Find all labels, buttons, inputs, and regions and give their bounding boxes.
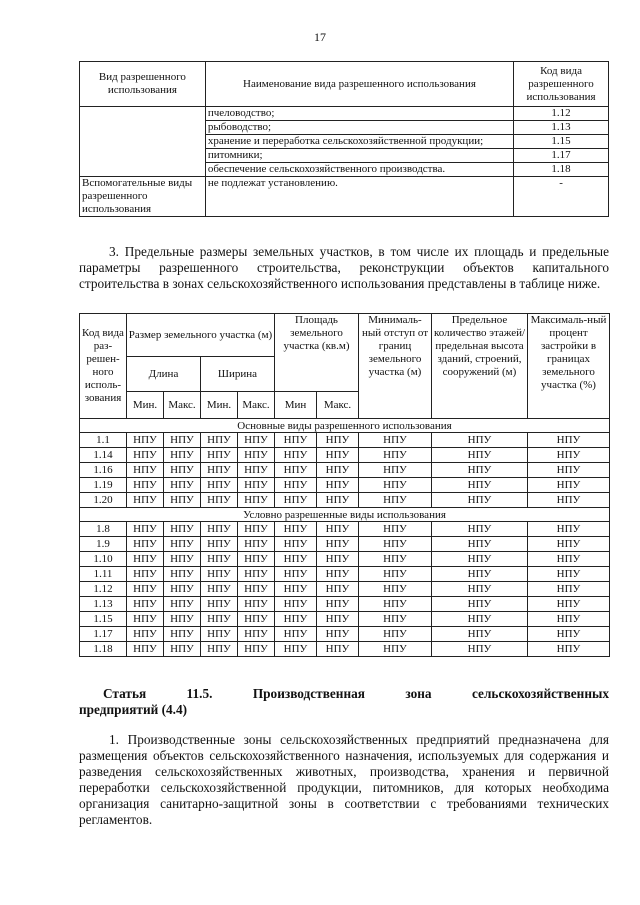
cell-value: НПУ	[359, 567, 432, 582]
cell-value: НПУ	[201, 567, 238, 582]
header-cell: Вид разрешенного использования	[80, 62, 206, 107]
cell-value: НПУ	[275, 627, 317, 642]
cell-value: НПУ	[317, 642, 359, 657]
paragraph-3: 3. Предельные размеры земельных участков, в том числе их площадь и предельные параметры разрешенного строительства, реконструкции объектов капитального строительства в зонах сельскохозяйственного использования представлены в таблице ниже.	[79, 244, 609, 291]
cell-value: НПУ	[432, 448, 528, 463]
cell-value: НПУ	[432, 478, 528, 493]
cell-value: НПУ	[238, 478, 275, 493]
cell-value: НПУ	[275, 433, 317, 448]
header-indent: Минималь-ный отступ от границ земельного участка (м)	[359, 314, 432, 419]
paragraph-1: 1. Производственные зоны сельскохозяйственных предприятий предназначена для размещения объектов сельскохозяйственного назначения, используемых для содержания и разведения сельскохозяйственных животных, производства, хранения и первичной переработки сельскохозяйственной продукции, питомников, для которых необходима организация санитарно-защитной зоны в соответствии с требованиями технических регламентов.	[79, 732, 609, 827]
table-row	[80, 107, 609, 121]
cell-value: НПУ	[528, 552, 610, 567]
header-length: Длина	[127, 357, 201, 392]
header-floors: Предельное количество этажей/ предельная высота зданий, строений, сооружений (м)	[432, 314, 528, 419]
cell-value: НПУ	[317, 627, 359, 642]
use-name-cell: хранение и переработка сельскохозяйственной продукции;	[205, 135, 513, 149]
cell-value: НПУ	[164, 582, 201, 597]
cell-value: НПУ	[201, 597, 238, 612]
article-title-part: зона	[405, 686, 432, 701]
parameters-table	[79, 313, 610, 657]
use-name-cell: не подлежат установлению.	[205, 177, 513, 217]
cell-value: НПУ	[432, 567, 528, 582]
cell-value: НПУ	[528, 627, 610, 642]
cell-value: НПУ	[201, 478, 238, 493]
cell-value: НПУ	[317, 582, 359, 597]
cell-value: НПУ	[238, 433, 275, 448]
article-title-part: Статья 11.5.	[103, 686, 213, 701]
cell-value: НПУ	[528, 433, 610, 448]
cell-value: НПУ	[359, 552, 432, 567]
header-min: Мин.	[201, 392, 238, 419]
cell-value: НПУ	[317, 448, 359, 463]
table-row	[80, 177, 609, 217]
table-row	[80, 493, 610, 508]
cell-value: НПУ	[528, 493, 610, 508]
cell-value: НПУ	[317, 433, 359, 448]
use-type-cell: Вспомогательные виды разрешенного использования	[80, 177, 206, 217]
cell-value: НПУ	[275, 612, 317, 627]
cell-value: НПУ	[201, 493, 238, 508]
cell-value: НПУ	[238, 612, 275, 627]
cell-value: НПУ	[201, 627, 238, 642]
cell-value: НПУ	[528, 537, 610, 552]
cell-value: НПУ	[317, 522, 359, 537]
table-row	[80, 582, 610, 597]
cell-value: НПУ	[317, 493, 359, 508]
cell-value: НПУ	[238, 493, 275, 508]
table-row	[80, 463, 610, 478]
cell-value: НПУ	[359, 537, 432, 552]
cell-value: НПУ	[432, 463, 528, 478]
cell-value: НПУ	[164, 522, 201, 537]
use-type-cell	[80, 107, 206, 177]
table-row	[80, 567, 610, 582]
row-code: 1.9	[80, 537, 127, 552]
cell-value: НПУ	[164, 567, 201, 582]
permitted-use-table	[79, 61, 609, 217]
cell-value: НПУ	[275, 493, 317, 508]
table-row	[80, 552, 610, 567]
cell-value: НПУ	[164, 493, 201, 508]
section-row	[80, 419, 610, 433]
cell-value: НПУ	[127, 537, 164, 552]
cell-value: НПУ	[238, 463, 275, 478]
cell-value: НПУ	[528, 522, 610, 537]
cell-value: НПУ	[201, 463, 238, 478]
section-title: Условно разрешенные виды использования	[80, 508, 610, 522]
cell-value: НПУ	[528, 478, 610, 493]
row-code: 1.1	[80, 433, 127, 448]
cell-value: НПУ	[359, 627, 432, 642]
cell-value: НПУ	[127, 567, 164, 582]
cell-value: НПУ	[164, 642, 201, 657]
cell-value: НПУ	[359, 433, 432, 448]
header-max: Макс.	[238, 392, 275, 419]
header-min: Мин.	[127, 392, 164, 419]
use-name-cell: обеспечение сельскохозяйственного производства.	[205, 163, 513, 177]
cell-value: НПУ	[275, 537, 317, 552]
use-code-cell: 1.15	[514, 135, 609, 149]
article-title	[103, 686, 609, 702]
cell-value: НПУ	[238, 627, 275, 642]
row-code: 1.20	[80, 493, 127, 508]
page-number: 17	[314, 30, 326, 44]
cell-value: НПУ	[275, 582, 317, 597]
table-row	[80, 537, 610, 552]
cell-value: НПУ	[528, 567, 610, 582]
cell-value: НПУ	[127, 448, 164, 463]
cell-value: НПУ	[432, 642, 528, 657]
cell-value: НПУ	[317, 552, 359, 567]
cell-value: НПУ	[238, 522, 275, 537]
row-code: 1.10	[80, 552, 127, 567]
cell-value: НПУ	[432, 612, 528, 627]
cell-value: НПУ	[201, 537, 238, 552]
header-code: Код вида раз-решен-ного исполь-зования	[80, 314, 127, 419]
table-row	[80, 478, 610, 493]
cell-value: НПУ	[275, 463, 317, 478]
cell-value: НПУ	[164, 433, 201, 448]
row-code: 1.8	[80, 522, 127, 537]
header-area: Площадь земельного участка (кв.м)	[275, 314, 359, 392]
use-name-cell: питомники;	[205, 149, 513, 163]
cell-value: НПУ	[317, 597, 359, 612]
cell-value: НПУ	[127, 552, 164, 567]
table-row	[80, 448, 610, 463]
cell-value: НПУ	[432, 627, 528, 642]
cell-value: НПУ	[238, 642, 275, 657]
cell-value: НПУ	[164, 537, 201, 552]
cell-value: НПУ	[201, 522, 238, 537]
cell-value: НПУ	[359, 522, 432, 537]
row-code: 1.13	[80, 597, 127, 612]
cell-value: НПУ	[201, 582, 238, 597]
cell-value: НПУ	[275, 478, 317, 493]
cell-value: НПУ	[127, 627, 164, 642]
cell-value: НПУ	[528, 642, 610, 657]
cell-value: НПУ	[528, 582, 610, 597]
cell-value: НПУ	[359, 448, 432, 463]
cell-value: НПУ	[164, 478, 201, 493]
cell-value: НПУ	[238, 448, 275, 463]
cell-value: НПУ	[127, 642, 164, 657]
cell-value: НПУ	[275, 522, 317, 537]
cell-value: НПУ	[528, 448, 610, 463]
table-row	[80, 597, 610, 612]
cell-value: НПУ	[528, 597, 610, 612]
cell-value: НПУ	[164, 597, 201, 612]
use-name-cell: пчеловодство;	[205, 107, 513, 121]
header-max: Макс.	[164, 392, 201, 419]
cell-value: НПУ	[432, 597, 528, 612]
article-title-line-2: предприятий (4.4)	[79, 702, 188, 717]
row-code: 1.18	[80, 642, 127, 657]
cell-value: НПУ	[317, 478, 359, 493]
cell-value: НПУ	[317, 537, 359, 552]
cell-value: НПУ	[127, 463, 164, 478]
cell-value: НПУ	[164, 627, 201, 642]
row-code: 1.19	[80, 478, 127, 493]
header-cell: Наименование вида разрешенного использования	[205, 62, 513, 107]
cell-value: НПУ	[275, 642, 317, 657]
cell-value: НПУ	[238, 582, 275, 597]
cell-value: НПУ	[201, 433, 238, 448]
cell-value: НПУ	[359, 612, 432, 627]
cell-value: НПУ	[432, 433, 528, 448]
cell-value: НПУ	[201, 642, 238, 657]
section-title: Основные виды разрешенного использования	[80, 419, 610, 433]
cell-value: НПУ	[317, 463, 359, 478]
cell-value: НПУ	[317, 612, 359, 627]
cell-value: НПУ	[528, 612, 610, 627]
use-code-cell: 1.13	[514, 121, 609, 135]
cell-value: НПУ	[164, 612, 201, 627]
article-title-part: Производственная	[252, 686, 365, 701]
cell-value: НПУ	[528, 463, 610, 478]
use-code-cell: -	[514, 177, 609, 217]
cell-value: НПУ	[432, 522, 528, 537]
use-name-cell: рыбоводство;	[205, 121, 513, 135]
table-row	[80, 642, 610, 657]
cell-value: НПУ	[201, 448, 238, 463]
table-row	[80, 627, 610, 642]
cell-value: НПУ	[201, 612, 238, 627]
cell-value: НПУ	[359, 463, 432, 478]
cell-value: НПУ	[359, 582, 432, 597]
cell-value: НПУ	[275, 567, 317, 582]
cell-value: НПУ	[127, 433, 164, 448]
cell-value: НПУ	[127, 582, 164, 597]
cell-value: НПУ	[164, 552, 201, 567]
cell-value: НПУ	[201, 552, 238, 567]
use-code-cell: 1.18	[514, 163, 609, 177]
cell-value: НПУ	[127, 612, 164, 627]
cell-value: НПУ	[359, 597, 432, 612]
cell-value: НПУ	[238, 552, 275, 567]
cell-value: НПУ	[359, 493, 432, 508]
cell-value: НПУ	[359, 642, 432, 657]
header-percent: Максималь-ный процент застройки в границах земельного участка (%)	[528, 314, 610, 419]
use-code-cell: 1.12	[514, 107, 609, 121]
cell-value: НПУ	[275, 448, 317, 463]
cell-value: НПУ	[238, 597, 275, 612]
header-area-min: Мин	[275, 392, 317, 419]
header-width: Ширина	[201, 357, 275, 392]
header-cell: Код вида разрешенного использования	[514, 62, 609, 107]
row-code: 1.17	[80, 627, 127, 642]
use-code-cell: 1.17	[514, 149, 609, 163]
table-row	[80, 612, 610, 627]
article-title-part: сельскохозяйственных	[471, 686, 610, 701]
cell-value: НПУ	[238, 537, 275, 552]
table-row	[80, 433, 610, 448]
row-code: 1.12	[80, 582, 127, 597]
cell-value: НПУ	[238, 567, 275, 582]
row-code: 1.11	[80, 567, 127, 582]
cell-value: НПУ	[359, 478, 432, 493]
cell-value: НПУ	[432, 582, 528, 597]
cell-value: НПУ	[164, 448, 201, 463]
row-code: 1.15	[80, 612, 127, 627]
cell-value: НПУ	[127, 478, 164, 493]
row-code: 1.14	[80, 448, 127, 463]
section-row	[80, 508, 610, 522]
cell-value: НПУ	[127, 597, 164, 612]
header-size: Размер земельного участка (м)	[127, 314, 275, 357]
cell-value: НПУ	[164, 463, 201, 478]
table-row	[80, 522, 610, 537]
cell-value: НПУ	[275, 597, 317, 612]
cell-value: НПУ	[432, 552, 528, 567]
header-area-max: Макс.	[317, 392, 359, 419]
cell-value: НПУ	[432, 493, 528, 508]
cell-value: НПУ	[432, 537, 528, 552]
cell-value: НПУ	[127, 493, 164, 508]
cell-value: НПУ	[127, 522, 164, 537]
cell-value: НПУ	[275, 552, 317, 567]
table-header-row	[80, 62, 609, 107]
cell-value: НПУ	[317, 567, 359, 582]
row-code: 1.16	[80, 463, 127, 478]
